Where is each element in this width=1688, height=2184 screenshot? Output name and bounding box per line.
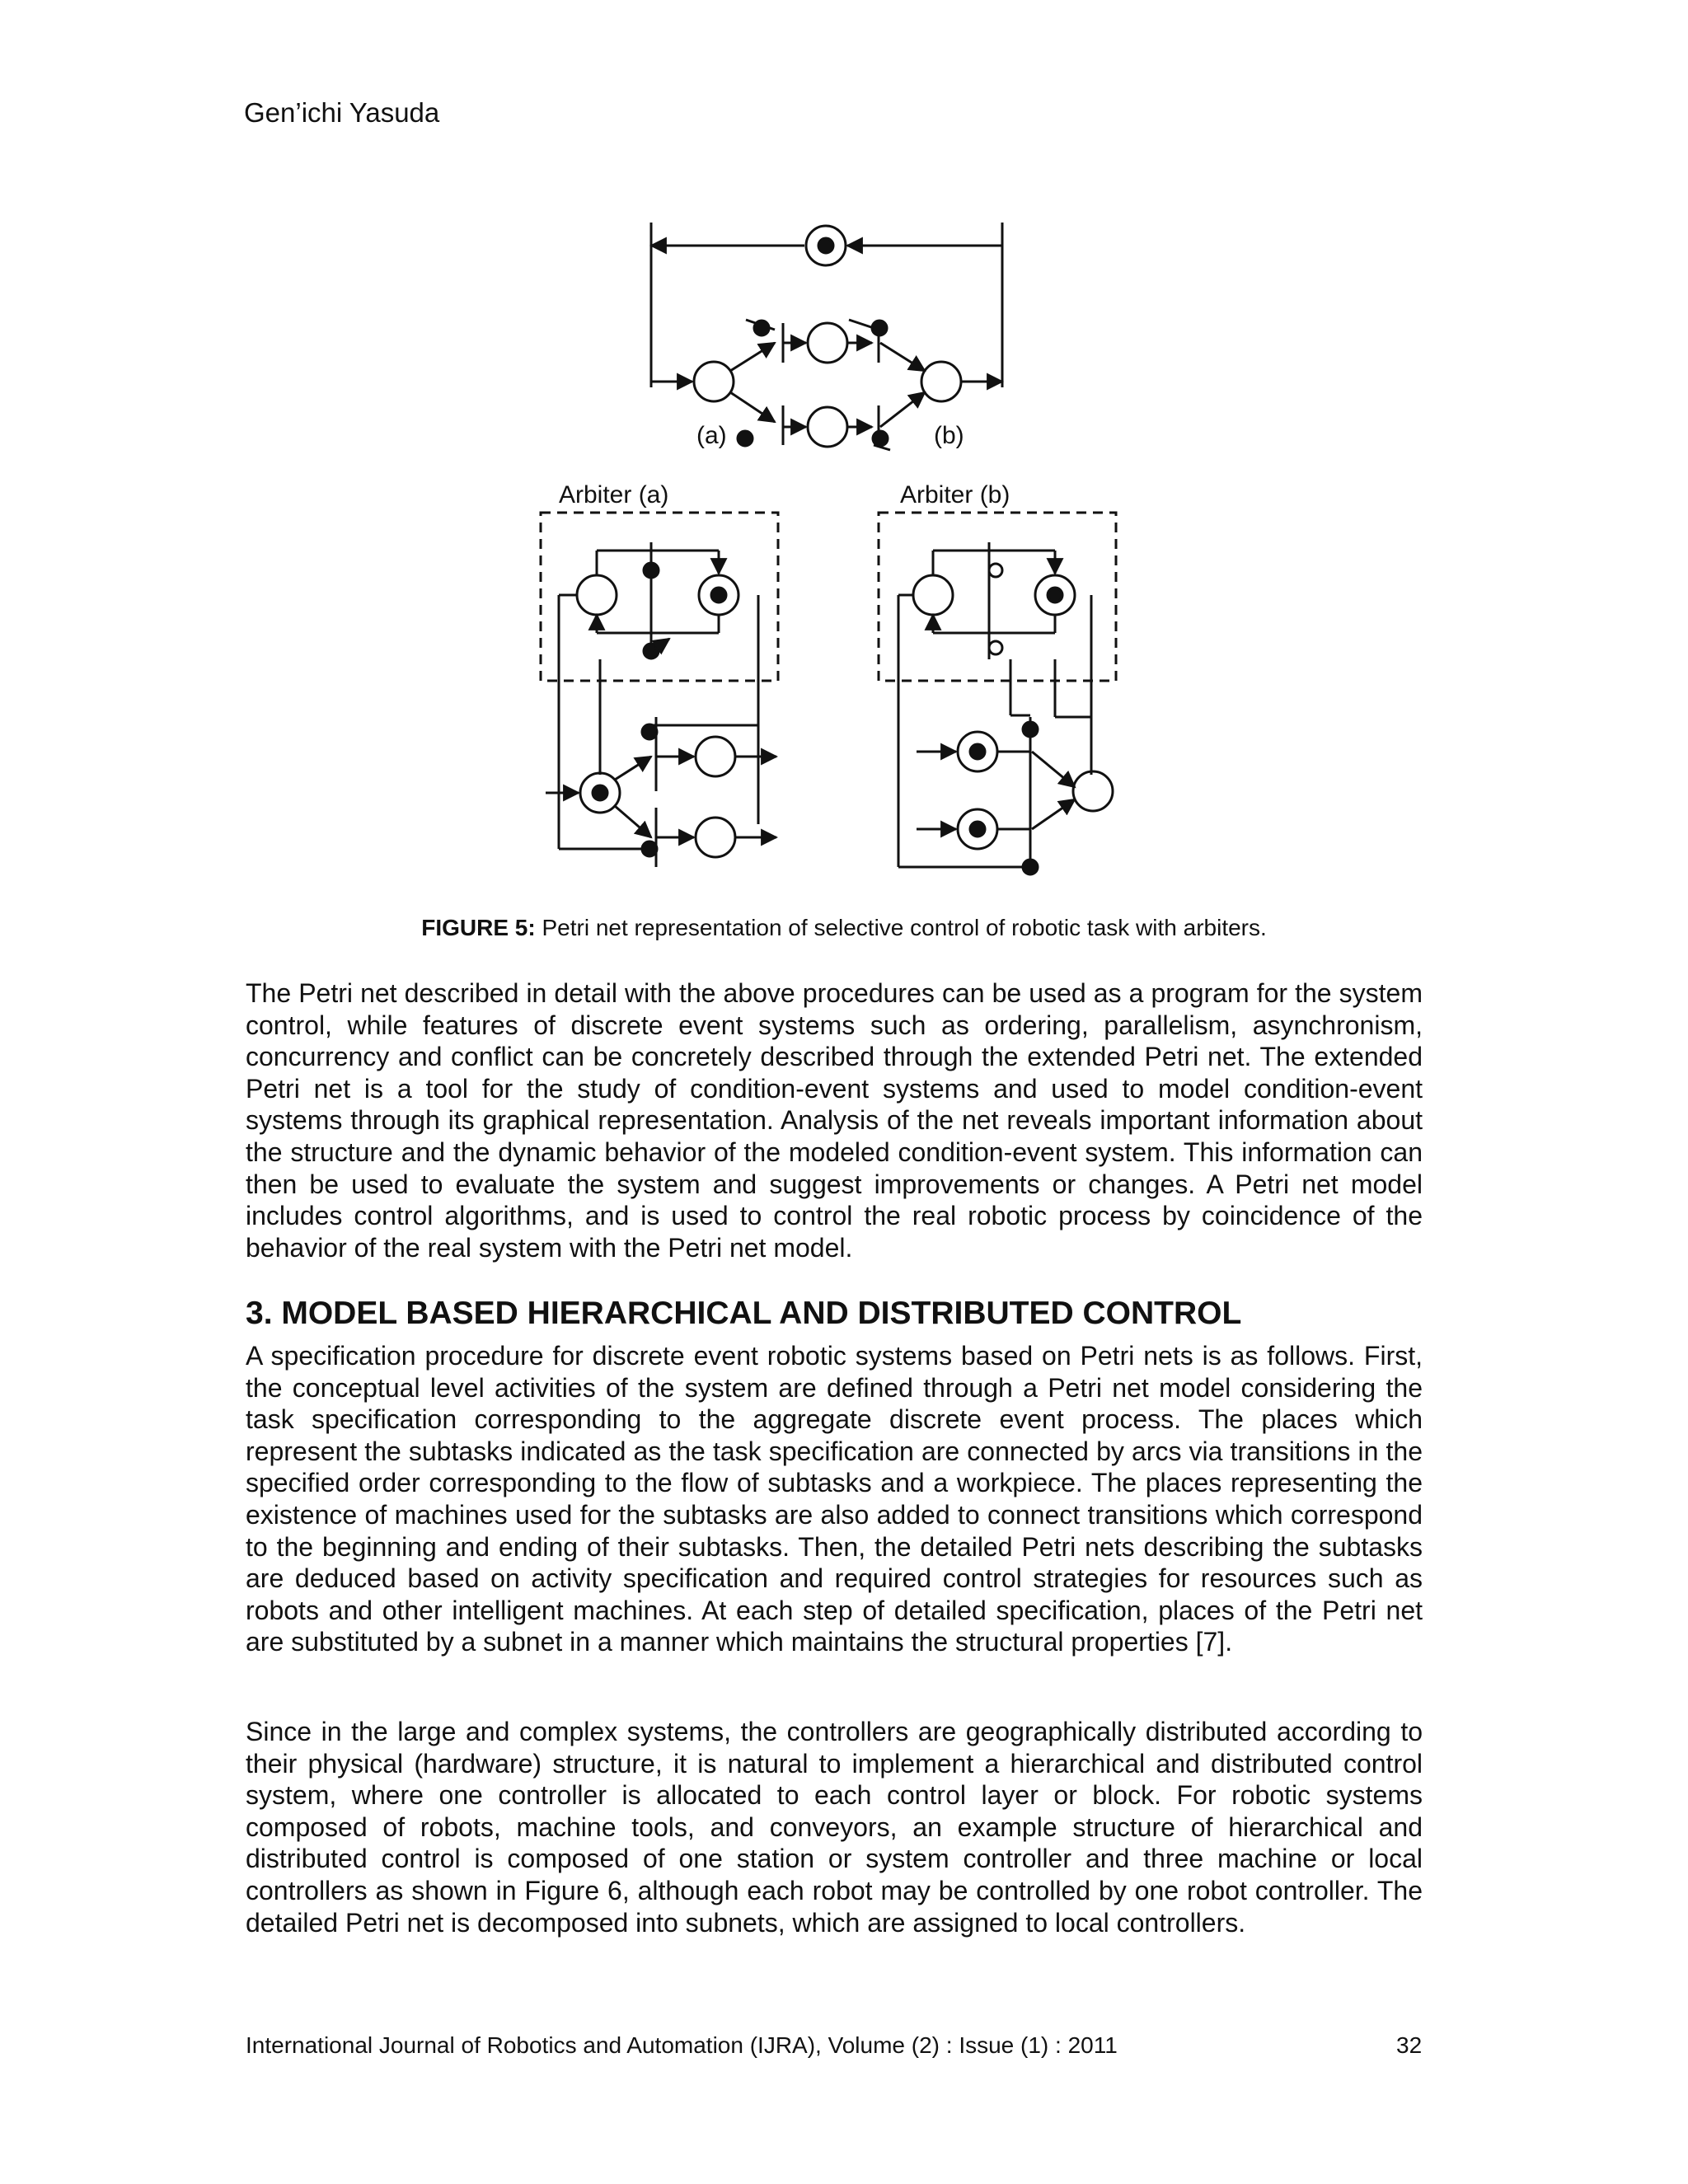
figure-caption-text: Petri net representation of selective control of robotic task with arbiters. — [535, 915, 1267, 940]
label-b: (b) — [934, 422, 964, 449]
footer-journal: International Journal of Robotics and Automation (IJRA), Volume (2) : Issue (1) : 2011 — [246, 2032, 1118, 2058]
top-petri-net — [651, 223, 1002, 450]
place-end — [921, 362, 961, 401]
paragraph-3: Since in the large and complex systems, the controllers are geographically distributed according to their physical (hardware) structure, it is natural to implement a hierarchical and distributed control system, where one controller is allocated to each control layer or block. For robotic systems composed of robots, machine tools, and conveyors, an example structure of hierarchical and distributed control is composed of one station or system controller and three machine or local controllers as shown in Figure 6, although each robot may be controlled by one robot controller. The detailed Petri net is decomposed into subnets, which are assigned to local controllers. — [246, 1717, 1423, 1938]
paragraph-1: The Petri net described in detail with the above procedures can be used as a program for the system control, while features of discrete event systems such as ordering, parallelism, asynchronism, concurrency and conflict can be concretely described through the extended Petri net. The extended Petri net is a tool for the study of condition-event systems and used to model condition-event systems through its graphical representation. Analysis of the net reveals important information about the structure and the dynamic behavior of the modeled condition-event system. This information can then be used to evaluate the system and suggest improvements or changes. A Petri net model includes control algorithms, and is used to control the real robotic process by coincidence of the behavior of the real system with the Petri net model. — [246, 978, 1423, 1263]
figure-caption — [0, 915, 1688, 941]
label-arbiter-a: Arbiter (a) — [559, 481, 669, 509]
arbiter-a-net — [541, 513, 778, 867]
petri-net-figure — [0, 0, 1688, 907]
place-lower — [808, 407, 847, 447]
section-heading: 3. MODEL BASED HIERARCHICAL AND DISTRIBUTED CONTROL — [246, 1296, 1242, 1331]
footer-page-number: 32 — [1396, 2032, 1423, 2058]
label-a: (a) — [696, 422, 727, 449]
running-head-author: Gen’ichi Yasuda — [244, 97, 440, 128]
place-upper — [808, 323, 847, 363]
arbiter-b-net — [879, 513, 1116, 874]
place-start — [694, 362, 734, 401]
figure-caption-label: FIGURE 5: — [421, 915, 536, 940]
paragraph-2: A specification procedure for discrete event robotic systems based on Petri nets is as follows. First, the conceptual level activities of the system are defined through a Petri net model considering the task specification corresponding to the aggregate discrete event process. The places which represent the subtasks indicated as the task specification are connected by arcs via transitions in the specified order corresponding to the flow of subtasks and a workpiece. The places representing the existence of machines used for the subtasks are also added to connect transitions which correspond to the beginning and ending of their subtasks. Then, the detailed Petri nets describing the subtasks are deduced based on activity specification and required control strategies for resources such as robots and other intelligent machines. At each step of detailed specification, places of the Petri net are substituted by a subnet in a manner which maintains the structural properties [7]. — [246, 1341, 1423, 1657]
token — [818, 238, 833, 253]
label-arbiter-b: Arbiter (b) — [900, 481, 1010, 509]
